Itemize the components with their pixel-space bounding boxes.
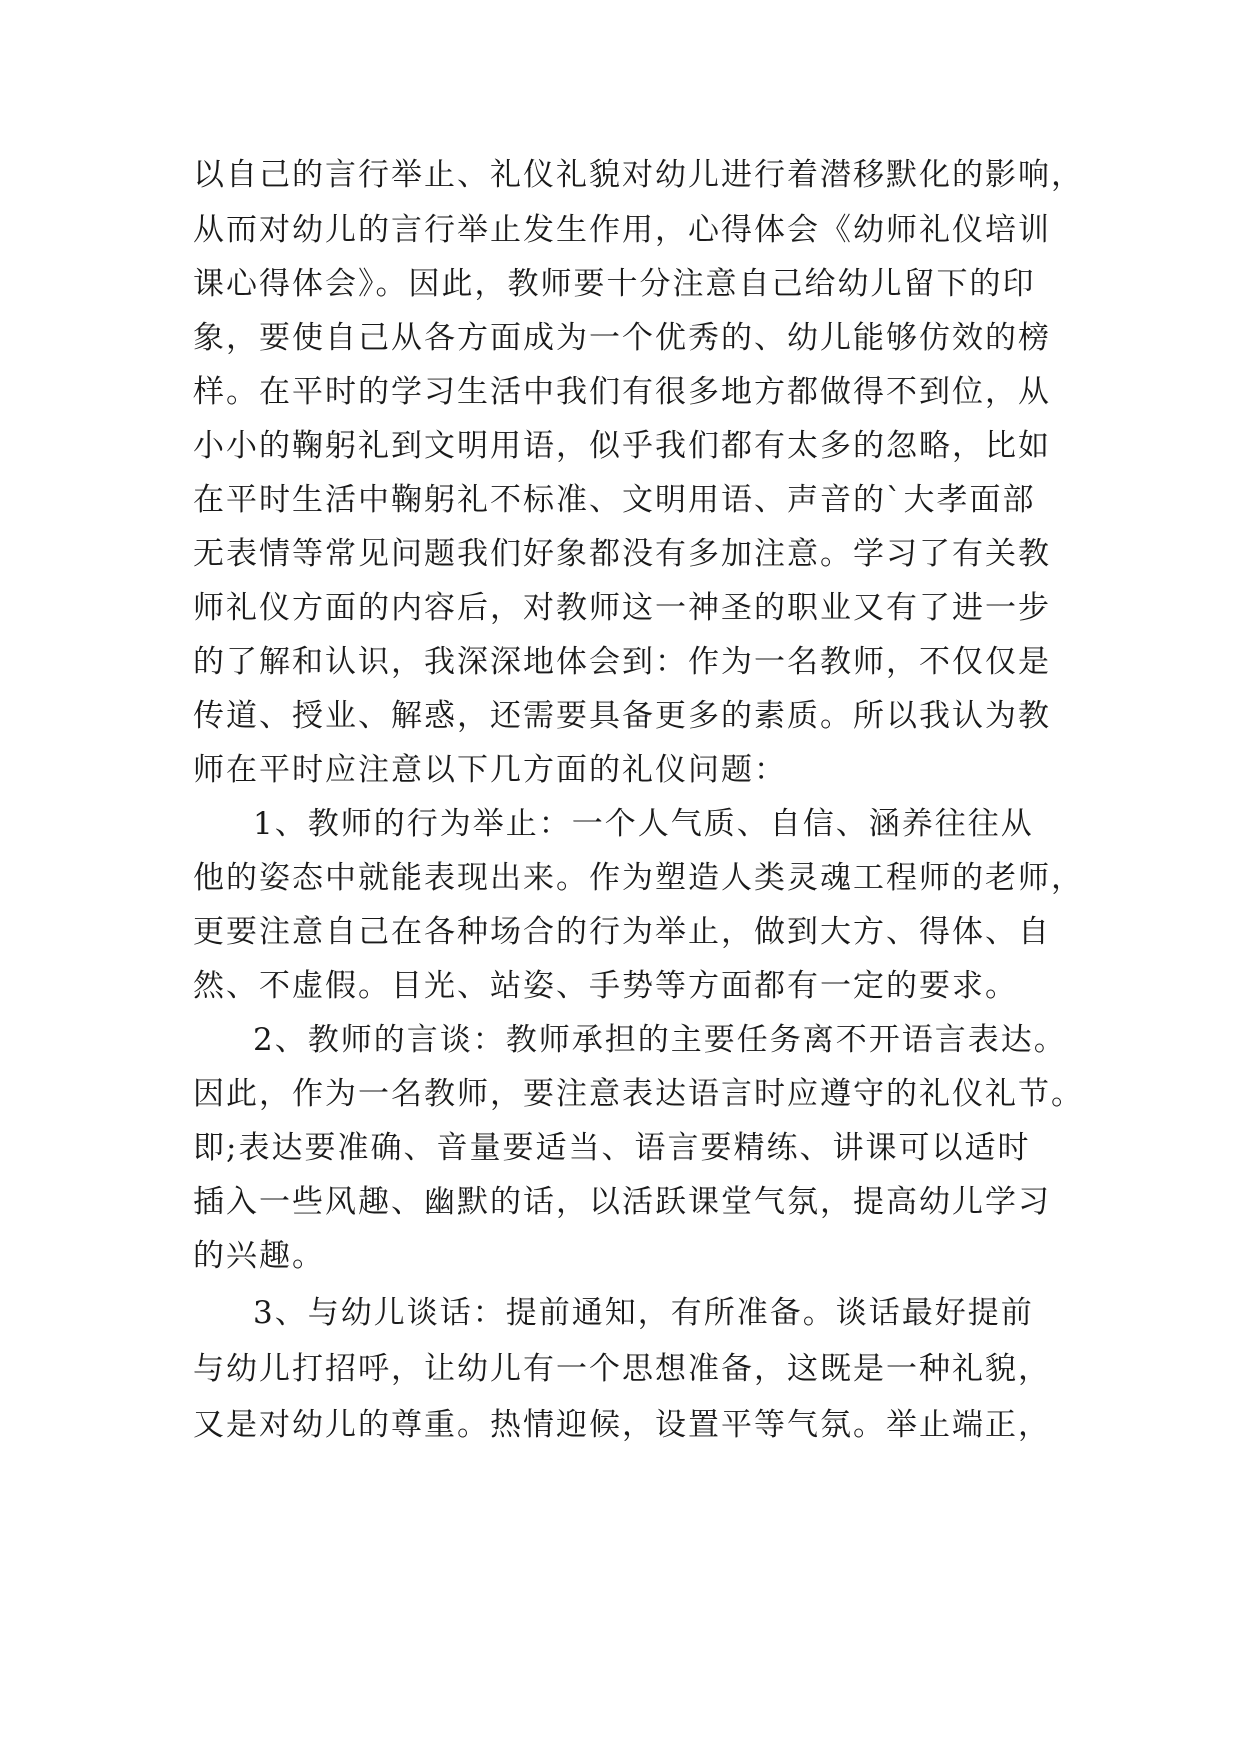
text-line: 因此，作为一名教师，要注意表达语言时应遵守的礼仪礼节。 (193, 1076, 1084, 1112)
paragraph-3-heading: 3、与幼儿谈话：提前通知，有所准备。谈话最好提前 (253, 1295, 1034, 1331)
text-line: 即;表达要准确、音量要适当、语言要精练、讲课可以适时 (193, 1130, 1031, 1166)
text-line: 的兴趣。 (193, 1238, 325, 1274)
text-line: 以自己的言行举止、礼仪礼貌对幼儿进行着潜移默化的影响， (193, 157, 1084, 193)
text-line: 的了解和认识，我深深地体会到：作为一名教师，不仅仅是 (193, 644, 1051, 680)
text-line: 样。在平时的学习生活中我们有很多地方都做得不到位，从 (193, 374, 1051, 410)
paragraph-2-heading: 2、教师的言谈：教师承担的主要任务离不开语言表达。 (253, 1022, 1067, 1058)
text-line: 更要注意自己在各种场合的行为举止，做到大方、得体、自 (193, 914, 1051, 950)
text-line: 课心得体会》。因此，教师要十分注意自己给幼儿留下的印 (193, 266, 1036, 302)
text-line: 然、不虚假。目光、站姿、手势等方面都有一定的要求。 (193, 968, 1018, 1004)
text-line: 小小的鞠躬礼到文明用语，似乎我们都有太多的忽略，比如 (193, 428, 1051, 464)
paragraph-1-heading: 1、教师的行为举止：一个人气质、自信、涵养往往从 (253, 806, 1034, 842)
text-line: 从而对幼儿的言行举止发生作用，心得体会《幼师礼仪培训 (193, 212, 1051, 248)
text-line: 师在平时应注意以下几方面的礼仪问题： (193, 752, 787, 788)
text-line: 在平时生活中鞠躬礼不标准、文明用语、声音的`大孝面部 (193, 482, 1036, 518)
text-line: 象，要使自己从各方面成为一个优秀的、幼儿能够仿效的榜 (193, 320, 1051, 356)
text-line: 与幼儿打招呼，让幼儿有一个思想准备，这既是一种礼貌， (193, 1351, 1051, 1387)
text-line: 插入一些风趣、幽默的话，以活跃课堂气氛，提高幼儿学习 (193, 1184, 1051, 1220)
text-line: 师礼仪方面的内容后，对教师这一神圣的职业又有了进一步 (193, 590, 1051, 626)
text-line: 传道、授业、解惑，还需要具备更多的素质。所以我认为教 (193, 698, 1051, 734)
text-line: 又是对幼儿的尊重。热情迎候，设置平等气氛。举止端正， (193, 1407, 1051, 1443)
text-line: 他的姿态中就能表现出来。作为塑造人类灵魂工程师的老师， (193, 860, 1084, 896)
text-line: 无表情等常见问题我们好象都没有多加注意。学习了有关教 (193, 536, 1051, 572)
